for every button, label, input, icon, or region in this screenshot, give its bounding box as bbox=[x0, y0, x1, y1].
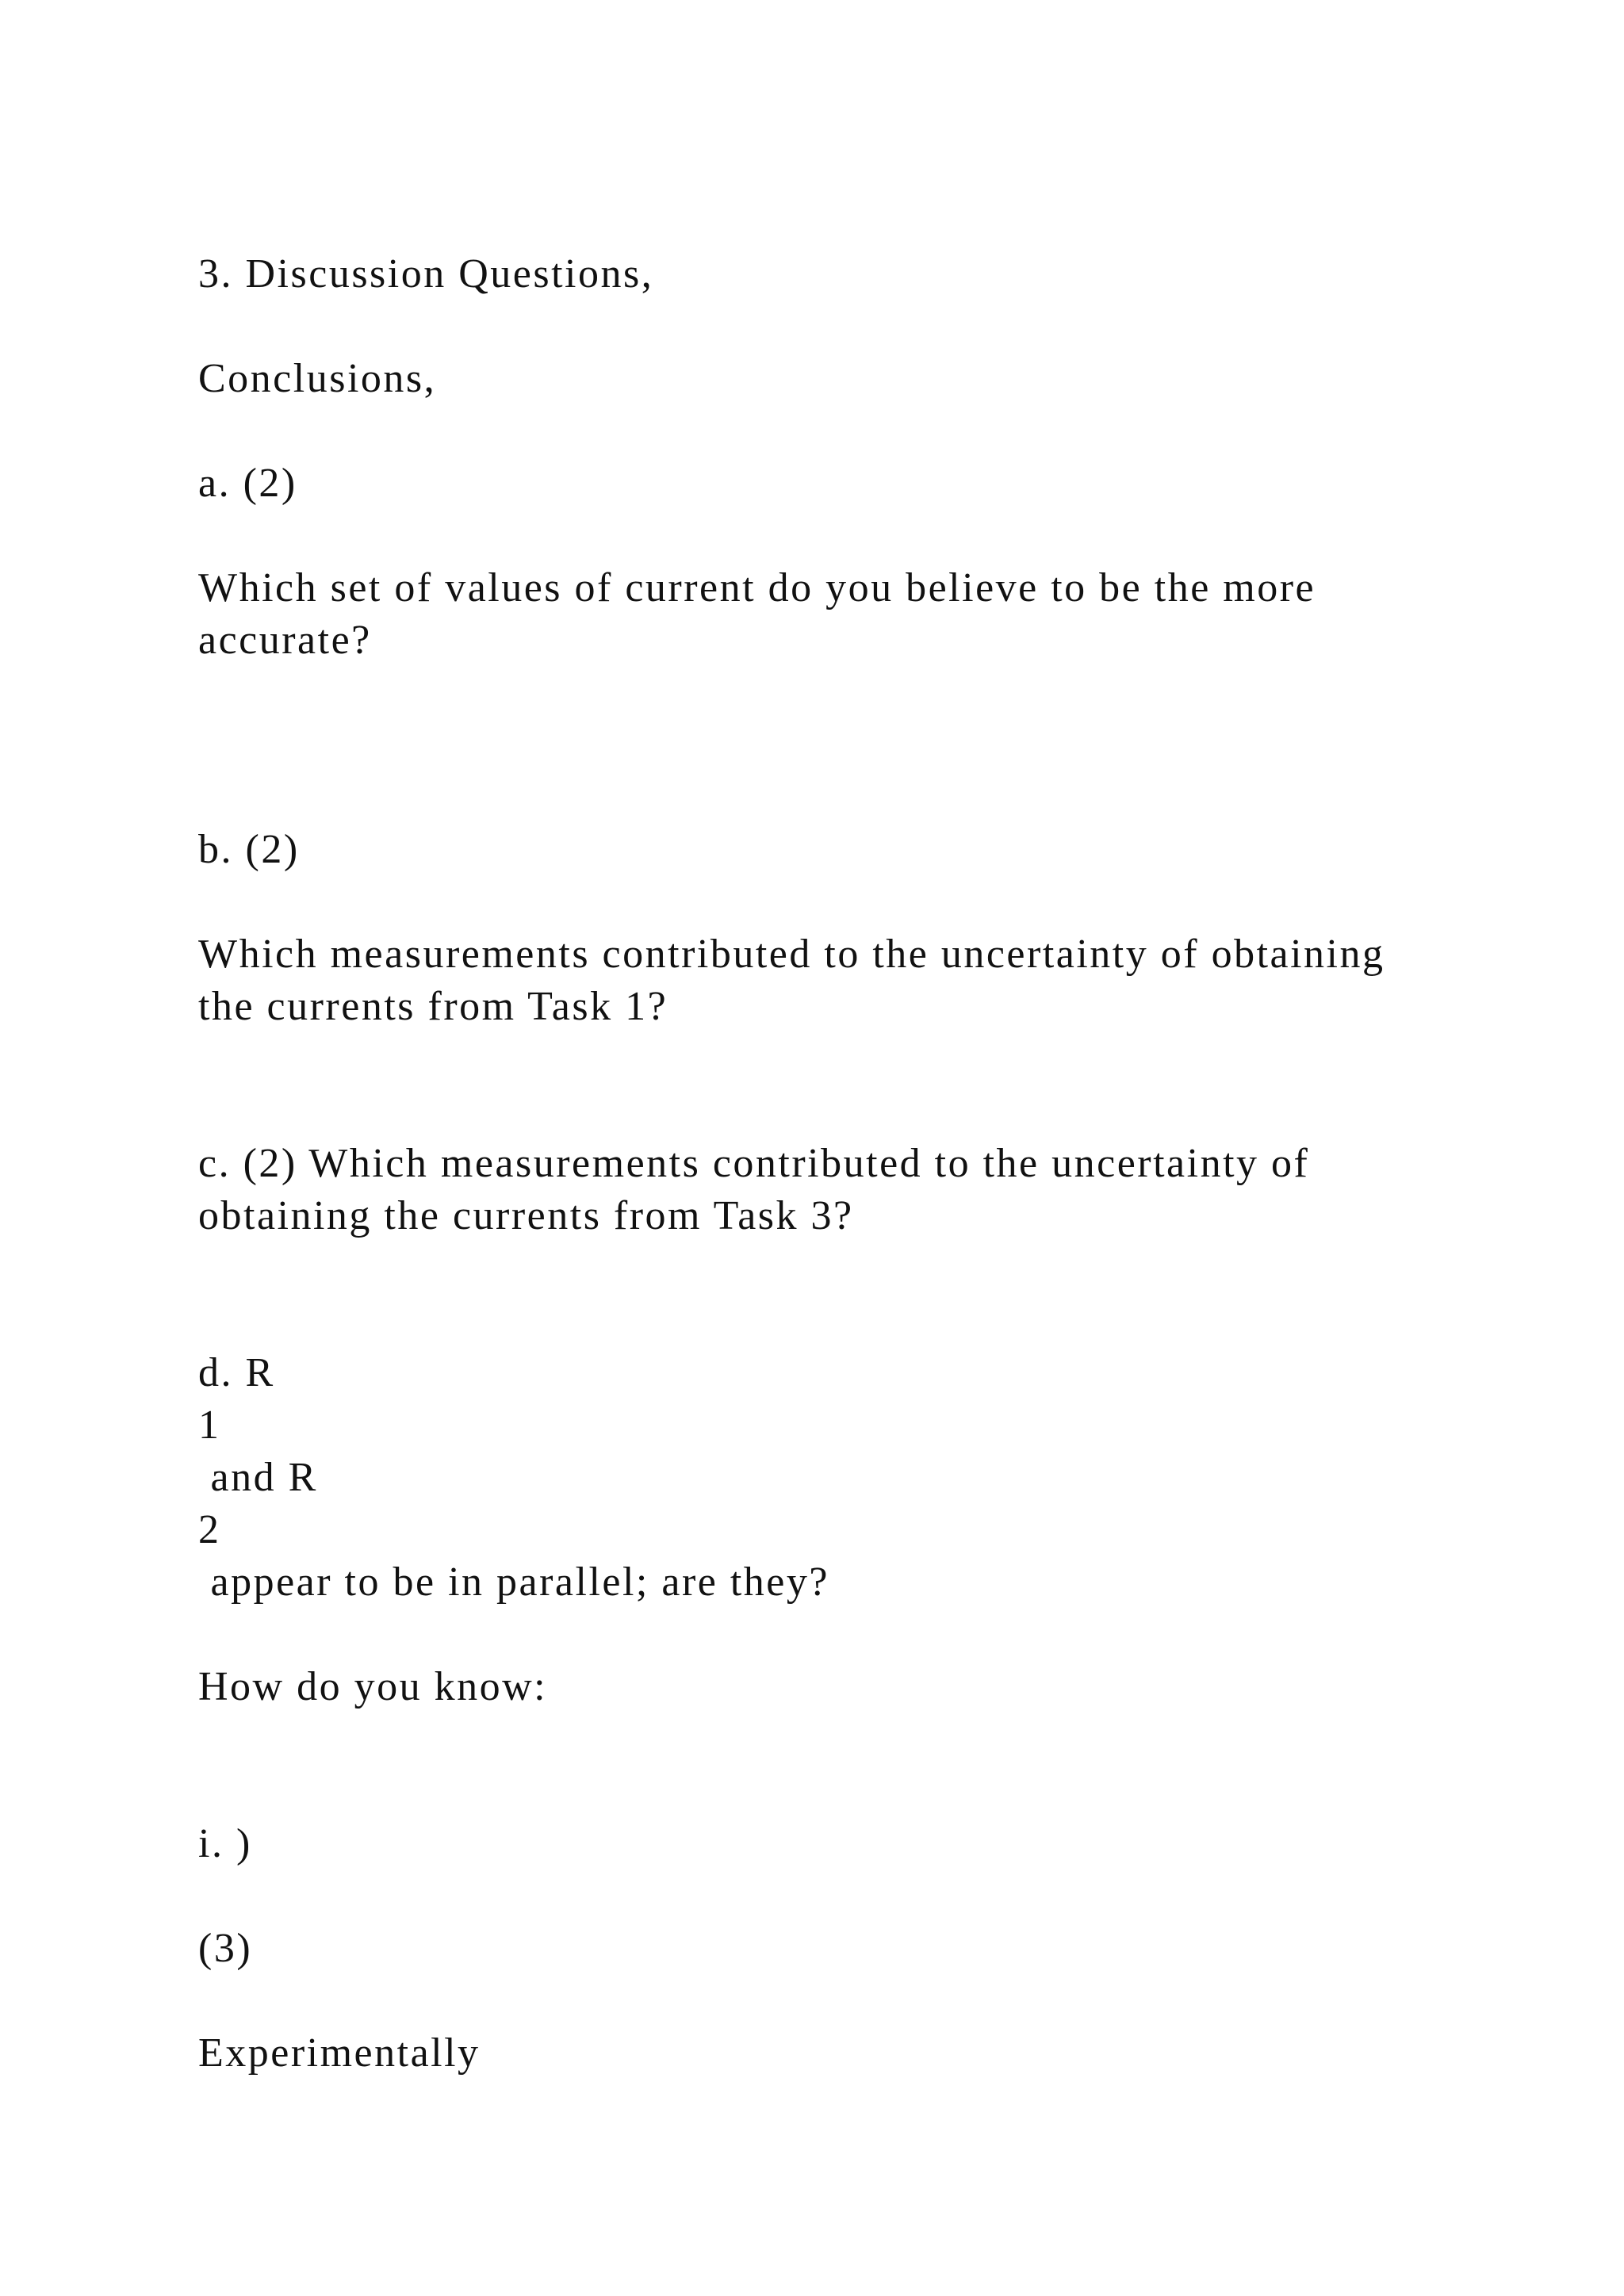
question-b-text-line2: the currents from Task 1? bbox=[198, 984, 668, 1029]
section-subheading: Conclusions, bbox=[198, 356, 437, 401]
question-a-text-line1: Which set of values of current do you believe to be the more bbox=[198, 565, 1316, 610]
question-d-subscript-2: 2 bbox=[198, 1507, 221, 1552]
question-d-line3: and R bbox=[198, 1455, 318, 1500]
sub-question-i-text: Experimentally bbox=[198, 2030, 481, 2076]
question-d-line1: d. R bbox=[198, 1350, 275, 1395]
question-d-subscript-1: 1 bbox=[198, 1402, 221, 1448]
sub-question-i-label: i. ) bbox=[198, 1821, 252, 1866]
question-b-text-line1: Which measurements contributed to the uncertainty of obtaining bbox=[198, 932, 1385, 977]
sub-question-i-points: (3) bbox=[198, 1926, 253, 1971]
question-a-text-line2: accurate? bbox=[198, 618, 372, 663]
question-b-label: b. (2) bbox=[198, 827, 300, 872]
question-c-text-line1: c. (2) Which measurements contributed to the uncertainty of bbox=[198, 1141, 1310, 1186]
question-d-how-know: How do you know: bbox=[198, 1664, 548, 1709]
question-d-line5: appear to be in parallel; are they? bbox=[198, 1559, 829, 1605]
question-c-text-line2: obtaining the currents from Task 3? bbox=[198, 1193, 854, 1238]
section-heading: 3. Discussion Questions, bbox=[198, 251, 654, 297]
question-a-label: a. (2) bbox=[198, 461, 297, 506]
